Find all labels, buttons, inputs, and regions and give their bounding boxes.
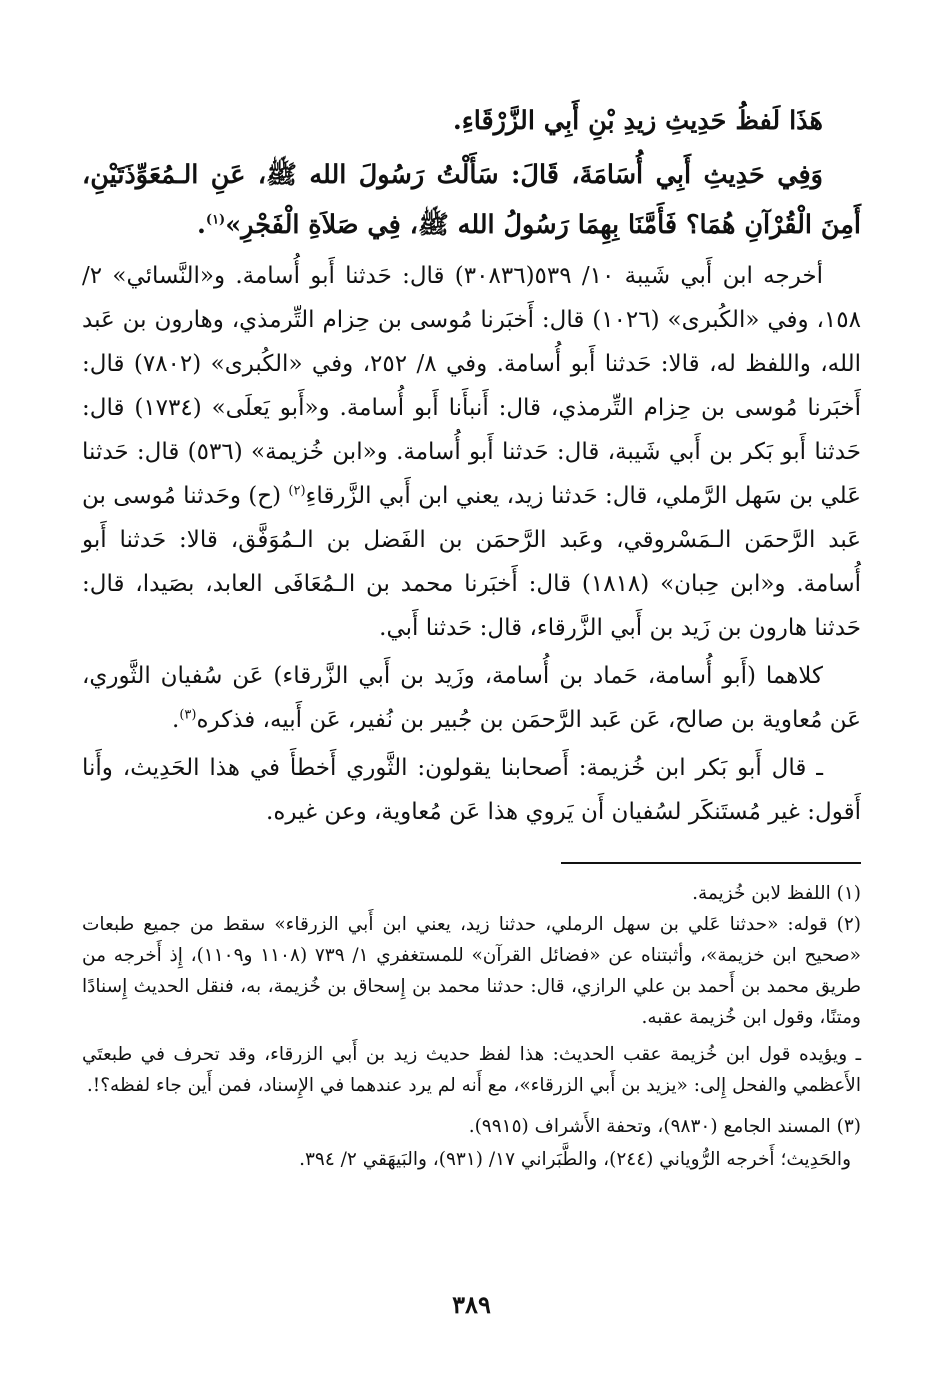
hadith-text-end: . [197, 210, 206, 240]
hadith-text-body: وَفِي حَدِيثِ أَبِي أُسَامَةَ، قَالَ: سَأَلْتُ رَسُولَ الله ﷺ، عَنِ الـمُعَوِّذَتَيْنِ، أَمِنَ الْقُرْآنِ هُمَا؟ فَأَمَّنَا بِهِمَا رَسُولُ الله ﷺ، فِي صَلاَةِ الْفَجْرِ» [82, 160, 861, 240]
hadith-wording-line [82, 96, 861, 146]
footnote-2: (٢) قوله: «حدثنا عَلي بن سهل الرملي، حدثنا زيد، يعني ابن أَبي الزرقاء» سقط من جميع طبعات «صحيح ابن خزيمة»، وأثبتناه عن «فضائل القرآن» للمستغفري ١/ ٧٣٩ (١١٠٨ و١١٠٩)، إِذ أَخرجه من طريق محمد بن أَحمد بن علي الرازي، قال: حدثنا محمد بن إِسحاق بن خُزيمة، به، فنقل الحديث إِسنادًا ومتنًا، وقول ابن خُزيمة عقبه. [82, 914, 861, 1028]
takhrij-text-b: (ح) وحَدثنا مُوسى بن عَبد الرَّحمَن الـمَسْروقي، وعَبد الرَّحمَن بن الفَضل بن الـمُوَفَّق، قالا: حَدثنا أَبو أُسامة. و«ابن حِبان» (١٨١٨) قال: أَخبَرنا محمد بن الـمُعَافَى العابد، بصَيدا، قال: حَدثنا هارون بن زَيد بن أَبي الزَّرقاء، قال: حَدثنا أَبي. [82, 483, 861, 641]
page-number: ٣٨٩ [452, 1290, 491, 1319]
takhrij-text-a: أخرجه ابن أَبي شَيبة ١٠/ ٥٣٩(٣٠٨٣٦) قال: حَدثنا أَبو أُسامة. و«النَّسائي» ٢/ ١٥٨، وفي «الكُبرى» (١٠٢٦) قال: أَخبَرنا مُوسى بن حِزام التِّرمذي، وهارون بن عَبد الله، واللفظ له، قالا: حَدثنا أَبو أُسامة. وفي ٨/ ٢٥٢، وفي «الكُبرى» (٧٨٠٢) قال: أَخبَرنا مُوسى بن حِزام التِّرمذي، قال: أَنبأَنا أَبو أُسامة. و«أَبو يَعلَى» (١٧٣٤) قال: حَدثنا أَبو بَكر بن أَبي شَيبة، قال: حَدثنا أَبو أُسامة. و«ابن خُزيمة» (٥٣٦) قال: حَدثنا عَلي بن سَهل الرَّملي، قال: حَدثنا زيد، يعني ابن أَبي الزَّرقاءِ [82, 263, 861, 509]
footnote-separator [561, 862, 861, 864]
footnote-1: (١) اللفظ لابن خُزيمة. [692, 883, 861, 904]
ibn-khuzaymah-comment [82, 746, 861, 834]
footnote-ref-1: (١) [205, 212, 226, 228]
footnote-2-addendum: ـ ويؤيده قول ابن خُزيمة عقب الحديث: هذا لفظ حديث زيد بن أَبي الزرقاء، وقد تحرف في طبعتَي الأَعظمي والفحل إِلى: «يزيد بن أَبي الزرقاء»، مع أَنه لم يرد عندهما في الإِسناد، فمن أَين جاء لفظه؟!. [82, 1044, 861, 1096]
chain-summary-end: . [172, 707, 180, 733]
footnote-3-addendum: والحَدِيث؛ أَخرجه الرُّوياني (٢٤٤)، والطَّبَراني ١٧/ (٩٣١)، والبَيهَقي ٢/ ٣٩٤. [299, 1149, 851, 1170]
hadith-text [82, 150, 861, 250]
chain-summary-paragraph [82, 654, 861, 742]
ibn-khuzaymah-comment-text: ـ قال أَبو بَكر ابن خُزيمة: أَصحابنا يقولون: الثَّوري أَخطأَ في هذا الحَدِيث، وأَنا أَقول: غير مُستَنكَر لسُفيان أَن يَروي هذا عَن مُعاوية، وعن غيره. [82, 755, 861, 825]
hadith-wording-text: هَذَا لَفظُ حَدِيثِ زيدِ بْنِ أَبِي الزَّرْقَاءِ. [452, 106, 823, 136]
footnotes [82, 878, 861, 1175]
footnote-ref-2: (٢) [288, 483, 306, 499]
takhrij-paragraph [82, 254, 861, 650]
chain-summary-text: كلاهما (أَبو أُسامة، حَماد بن أُسامة، وزَيد بن أَبي الزَّرقاء) عَن سُفيان الثَّوري، عَن مُعاوية بن صالح، عَن عَبد الرَّحمَن بن جُبير بن نُفير، عَن أَبيه، فذكره [82, 663, 861, 733]
footnote-ref-3: (٣) [179, 707, 197, 723]
footnote-3: (٣) المسند الجامع (٩٨٣٠)، وتحفة الأَشراف (٩٩١٥). [468, 1116, 861, 1137]
